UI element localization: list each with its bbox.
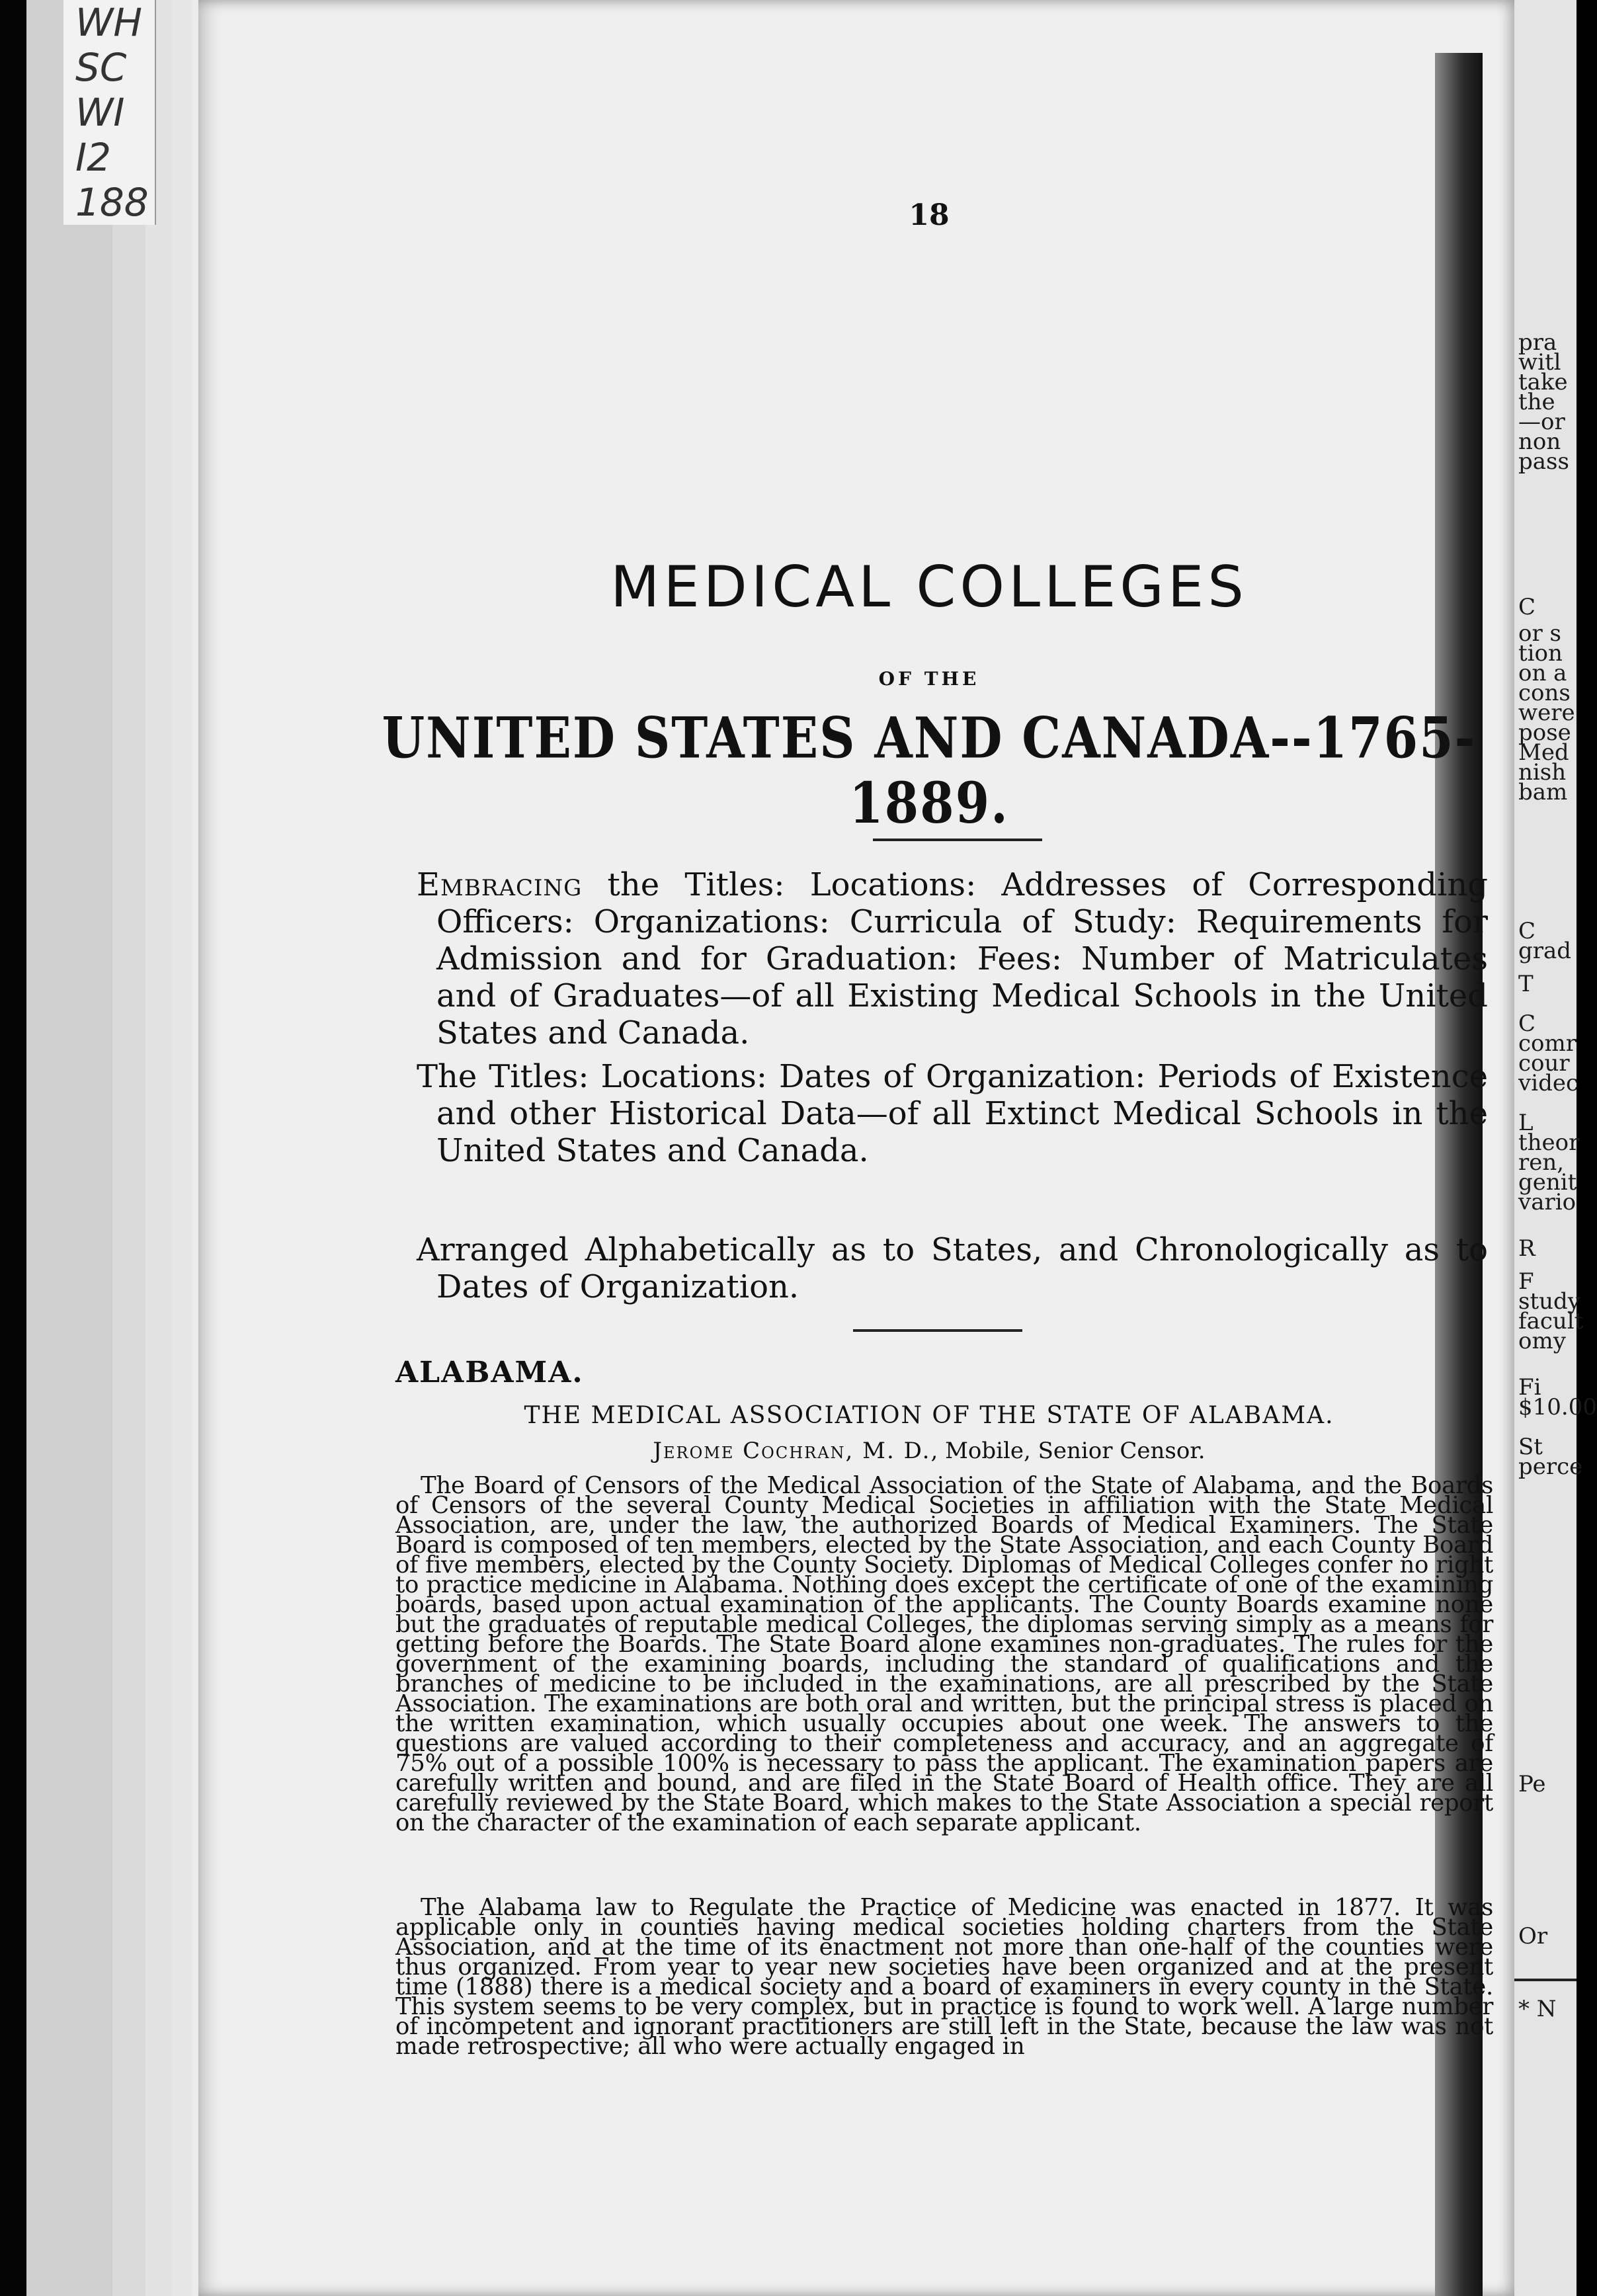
facing-fragment: nish <box>1518 759 1567 786</box>
facing-fragment: C <box>1518 594 1536 620</box>
intro-paragraph-2 <box>417 1058 1488 1169</box>
title-subtitle: UNITED STATES AND CANADA--1765-1889. <box>382 706 1477 837</box>
facing-fragment: bam <box>1518 779 1568 805</box>
facing-fragment: or s <box>1518 620 1561 647</box>
intro-lead-word: Embracing <box>417 866 583 903</box>
facing-fragment: on a <box>1518 660 1567 686</box>
facing-fragment: study <box>1518 1288 1580 1315</box>
facing-fragment: —or <box>1518 409 1565 435</box>
facing-fragment: C <box>1518 1010 1536 1037</box>
facing-fragment: omy <box>1518 1328 1566 1354</box>
facing-fragment: take <box>1518 369 1568 395</box>
facing-fragment: facult <box>1518 1308 1584 1334</box>
association-name: THE MEDICAL ASSOCIATION OF THE STATE OF ALABAMA. <box>524 1402 1334 1429</box>
facing-fragment: Med <box>1518 739 1569 766</box>
title-divider <box>873 839 1042 841</box>
call-number-line: 188 <box>75 180 149 225</box>
facing-fragment: vario <box>1518 1189 1577 1215</box>
call-number-line: WH <box>75 0 142 45</box>
facing-page-rule <box>1514 1979 1577 1981</box>
facing-fragment: grad <box>1518 938 1572 964</box>
section-divider <box>853 1329 1022 1332</box>
censor-location: , Mobile, Senior Censor. <box>930 1438 1206 1464</box>
facing-fragment: Or <box>1518 1923 1548 1949</box>
facing-fragment: pra <box>1518 329 1557 356</box>
facing-fragment: cour <box>1518 1050 1570 1077</box>
facing-fragment: cons <box>1518 680 1571 706</box>
call-number-line: WI <box>75 90 125 135</box>
facing-fragment: the <box>1518 389 1555 415</box>
facing-fragment: C <box>1518 918 1536 944</box>
facing-fragment: comr <box>1518 1030 1577 1057</box>
facing-fragment: Fi <box>1518 1374 1541 1401</box>
body-paragraph-1: The Board of Censors of the Medical Association of the State of Alabama, and the Boards of Censors of the several County Medical Societies in affiliation with the State Medical Association, are, under the law, the authorized Boards of Medical Examiners. The State Board is composed of ten members, elected by the State Association, and each County Board of five members, elected by the County Society. Diplomas of Medical Colleges confer no right to practice medicine in Alabama. Nothing does except the certificate of one of the examining boards, based upon actual examination of the applicants. The County Boards examine none but the graduates of reputable medical Colleges, the diplomas serving simply as a means for getting before the Boards. The State Board alone examines non-graduates. The rules for the government of the examining boards, including the standard of qualifications and the branches of medicine to be included in the examinations, are all prescribed by the State Association. The examinations are both oral and written, but the principal stress is placed on the written examination, which usually occupies about one week. The answers to the questions are valued according to their completeness and accuracy, and an aggregate of 75% out of a possible 100% is necessary to pass the applicant. The examination papers are carefully written and bound, and are filed in the State Board of Health office. They are all carefully reviewed by the State Board, which makes to the State Association a special report on the character of the examination of each separate applicant. <box>395 1472 1493 1836</box>
state-heading: ALABAMA. <box>395 1356 584 1389</box>
facing-fragment: L <box>1518 1110 1534 1136</box>
censor-name: Jerome Cochran, M. D. <box>653 1438 931 1464</box>
intro-text: Arranged Alphabetically as to States, and Chronologically as to Dates of Organization. <box>417 1231 1488 1305</box>
facing-fragment: ren, <box>1518 1149 1565 1176</box>
facing-fragment: genit <box>1518 1169 1577 1196</box>
senior-censor-line <box>370 1438 1488 1464</box>
facing-fragment: Pe <box>1518 1771 1546 1797</box>
facing-fragment: theor <box>1518 1129 1580 1156</box>
facing-fragment: pass <box>1518 448 1569 475</box>
title-of-the: OF THE <box>878 668 980 690</box>
intro-paragraph-1 <box>417 866 1488 1051</box>
call-number-line: SC <box>75 45 127 90</box>
handwritten-call-number <box>63 0 156 225</box>
body-paragraph-2: The Alabama law to Regulate the Practice of Medicine was enacted in 1877. It was applicable only in counties having medical societies holding charters from the State Association, and at the time of its enactment not more than one-half of the counties were thus organized. From year to year new societies have been organized and at the present time (1888) there is a medical society and a board of examiners in every county in the State. This system seems to be very complex, but in practice is found to work well. A large number of incompetent and ignorant practitioners are still left in the State, because the law was not made retrospective; all who were actually engaged in <box>395 1894 1493 2060</box>
facing-page-fragment <box>1514 0 1597 2296</box>
facing-fragment: T <box>1518 971 1534 997</box>
facing-fragment: were <box>1518 700 1575 726</box>
intro-text: The Titles: Locations: Dates of Organization: Periods of Existence and other Historical Data—of all Extinct Medical Schools in the United States and Canada. <box>417 1058 1488 1169</box>
facing-fragment: tion <box>1518 640 1563 667</box>
facing-fragment: $10.00 <box>1518 1394 1597 1420</box>
facing-fragment: perce <box>1518 1454 1583 1480</box>
facing-fragment: pose <box>1518 719 1571 746</box>
facing-fragment: witl <box>1518 349 1561 376</box>
page-number: 18 <box>909 198 950 232</box>
facing-fragment: St <box>1518 1434 1543 1460</box>
facing-fragment: non <box>1518 429 1561 455</box>
facing-fragment: * N <box>1518 1996 1557 2022</box>
facing-fragment: F <box>1518 1268 1534 1295</box>
facing-fragment: videc <box>1518 1070 1579 1096</box>
intro-paragraph-3 <box>417 1231 1488 1305</box>
title-main: MEDICAL COLLEGES <box>610 554 1248 620</box>
call-number-line: I2 <box>75 135 112 180</box>
facing-fragment: R <box>1518 1235 1536 1262</box>
intro-text: the Titles: Locations: Addresses of Corresponding Officers: Organizations: Curricula of Study: Requirements for Admission and for Graduation: Fees: Number of Matriculates and of Graduates—of all Existing Medical Schools in the United States and Canada. <box>436 866 1488 1051</box>
